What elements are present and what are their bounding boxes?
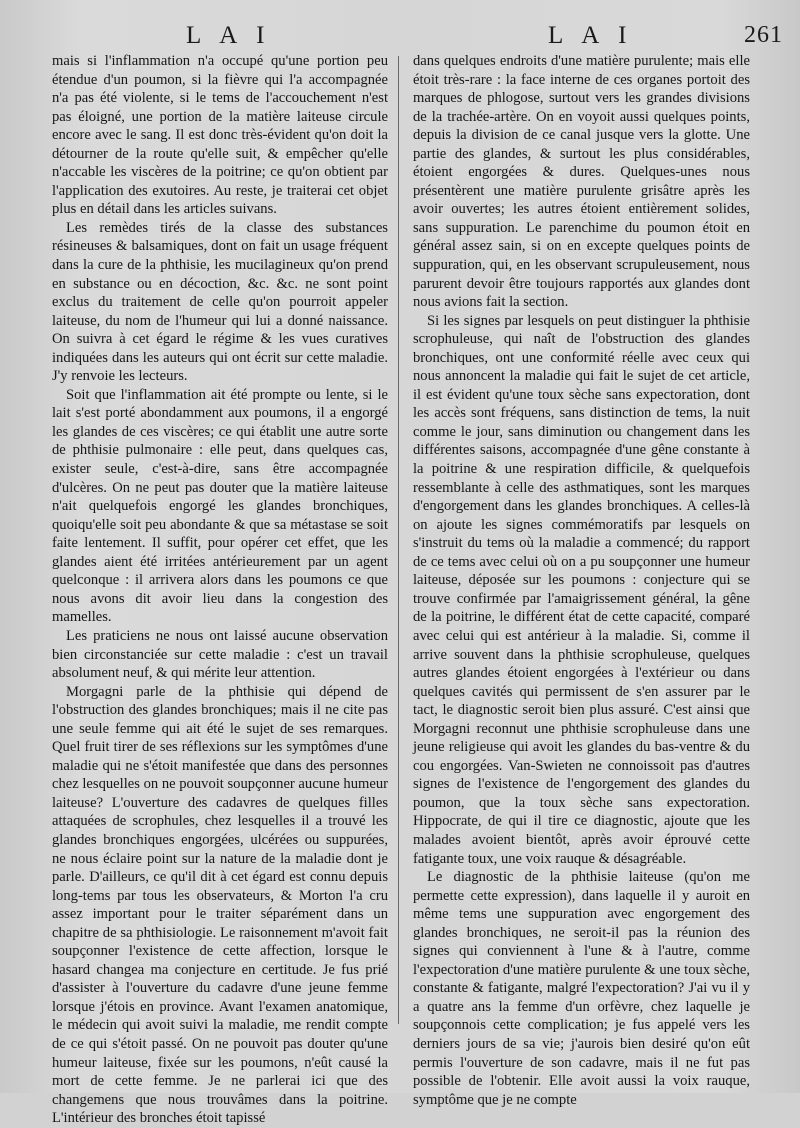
paragraph: Si les signes par lesquels on peut distinguer la phthisie scrophuleuse, qui naît de l'obstruction des glandes bronchiques, ont une conformité réelle avec ceux qui nous annoncent la maladie qui fait le sujet de cet article, il est évident qu'une toux sèche sans expectoration, dont les accès sont fréquens, sans distinction de tems, la nuit comme le jour, sans diminution ou changement dans les différentes saisons, accompagnée d'une gêne constante à la poitrine & une respiration difficile, & quelquefois ressemblante à celle des asthmatiques, sont les marques d'engorgement dans les glandes bronchiques. A celles-là on ajoute les signes commémoratifs par lesquels on s'instruit du tems où la maladie a commencé; du rapport de ce tems avec celui où on a pu soupçonner une humeur laiteuse, déposée sur les poumons : conjecture qui se trouve confirmée par l'amaigrissement général, la gêne de la poitrine, le différent état de cette capacité, comparé avec celui qui est antérieur à la maladie. Si, comme il arrive souvent dans la phthisie scrophuleuse, quelques autres glandes étoient engorgées à l'extérieur ou dans quelques cavités qui permissent de s'en assurer par le tact, le diagnostic seroit bien plus assuré. C'est ainsi que Morgagni reconnut une phthisie scrophuleuse dans une jeune religieuse qui avoit les glandes du bas-ventre & du cou engorgées. Van-Swieten ne connoissoit pas d'autres signes de l'existence de l'engorgement des glandes du poumon, que la toux sèche sans expectoration. Hippocrate, de qui il tire ce diagnostic, ajoute que les malades avoient bientôt, après avoir éprouvé cette fatigante toux, une voix rauque & désagréable. xyxy=(413,312,750,867)
right-text-column xyxy=(413,52,750,1109)
running-head-right: L A I xyxy=(548,22,634,49)
paragraph: Soit que l'inflammation ait été prompte ou lente, si le lait s'est porté abondamment aux poumons, il a engorgé les glandes de ces viscères; ce qui établit une autre sorte de phthisie pulmonaire : elle peut, dans quelques cas, exister seule, c'est-à-dire, sans être accompagnée d'ulcères. On ne peut pas douter que la matière laiteuse n'ait quelquefois engorgé les glandes bronchiques, quoiqu'elle soit peu abondante & que sa métastase se soit faite lentement. Il suffit, pour opérer cet effet, que les glandes aient été irritées antérieurement par un agent quelconque : il arrivera alors dans les poumons ce que nous avons dit avoir lieu dans la congestion des mamelles. xyxy=(52,386,388,626)
left-text-column xyxy=(52,52,388,1128)
running-header xyxy=(0,18,800,52)
running-head-left: L A I xyxy=(186,22,272,49)
paragraph: Morgagni parle de la phthisie qui dépend de l'obstruction des glandes bronchiques; mais il ne cite pas une seule femme qui ait été le sujet de ses remarques. Quel fruit tirer de ses réflexions sur les symptômes d'une maladie qui ne s'étoit manifestée que dans des personnes chez lesquelles on ne pouvoit soupçonner aucune humeur laiteuse? L'ouverture des cadavres de quelques filles attaquées de scrophules, chez lesquelles il a trouvé les glandes bronchiques engorgées, ulcérées ou suppurées, ne nous éclaire point sur la nature de la maladie dont je parle. D'ailleurs, ce qu'il dit à cet égard est connu depuis long-tems par tous les observateurs, & Morton l'a cru assez important pour le traiter séparément dans un chapitre de sa phthisiologie. Le raisonnement m'avoit fait soupçonner l'existence de cette affection, lorsque le hasard changea ma conjecture en certitude. Je fus prié d'assister à l'ouverture du cadavre d'une jeune femme lorsque j'étois en province. Avant l'examen anatomique, le médecin qui avoit suivi la maladie, me rendit compte de ce qui s'étoit passé. On ne pouvoit pas douter qu'une humeur laiteuse, fixée sur les poumons, n'eût causé la mort de cette femme. Je ne parlerai ici que des changemens que nous trouvâmes dans la poitrine. L'intérieur des bronches étoit tapissé xyxy=(52,683,388,1127)
paragraph: Les remèdes tirés de la classe des substances résineuses & balsamiques, dont on fait un usage fréquent dans la cure de la phthisie, les mucilagineux qu'on prend en substance ou en décoction, &c. &c. ne sont point exclus du traitement de celle qu'on pourroit appeler laiteuse, du nom de l'humeur qui lui a donné naissance. On suivra à cet égard le régime & les vues curatives indiquées dans les auteurs qui ont écrit sur cette maladie. J'y renvoie les lecteurs. xyxy=(52,219,388,385)
page-number: 261 xyxy=(744,22,783,48)
column-divider xyxy=(398,56,399,1024)
paragraph: Les praticiens ne nous ont laissé aucune observation bien circonstanciée sur cette maladie : c'est un travail absolument neuf, & qui mérite leur attention. xyxy=(52,627,388,682)
paragraph: dans quelques endroits d'une matière purulente; mais elle étoit très-rare : la face interne de ces organes portoit des marques de phlogose, surtout vers les grandes divisions de la trachée-artère. On en voyoit aussi quelques points, depuis la division de ce canal jusque vers la glotte. Une partie des glandes, & surtout les plus considérables, étoient engorgées & dures. Quelques-unes nous présentèrent une matière purulente grisâtre après les avoir ouvertes; les autres étoient entièrement solides, sans suppuration. Le parenchime du poumon étoit en général assez sain, si on en excepte quelques points de suppuration, qui, en les observant scrupuleusement, nous parurent devoir être toujours rapportés aux glandes dont nous avions fait la section. xyxy=(413,53,750,311)
paragraph: mais si l'inflammation n'a occupé qu'une portion peu étendue d'un poumon, si la fièvre qui l'a accompagnée n'a pas été violente, si le tems de l'accouchement n'est pas éloigné, une portion de la matière laiteuse circule encore avec le sang. Il est donc très-évident qu'on doit la détourner de la route qu'elle suit, & empêcher qu'elle n'accable les viscères de la poitrine; ce qu'on obtient par l'application des exutoires. Au reste, je traiterai cet objet plus en détail dans les articles suivans. xyxy=(52,53,388,218)
paragraph: Le diagnostic de la phthisie laiteuse (qu'on me permette cette expression), dans laquelle il y auroit en même tems une suppuration avec engorgement des glandes bronchiques, ne seroit-il pas la réunion des signes qui conviennent à l'une & à l'autre, comme l'expectoration d'une matière purulente & une toux sèche, constante & fatigante, malgré l'expectoration? J'ai vu il y a quatre ans la femme d'un orfèvre, chez laquelle je soupçonnois cette complication; je fus appelé vers les derniers jours de sa vie; j'aurois bien desiré qu'on eût permis l'ouverture de son cadavre, mais il ne fut pas possible de l'obtenir. Elle avoit aussi la voix rauque, symptôme que je ne compte xyxy=(413,869,750,1108)
